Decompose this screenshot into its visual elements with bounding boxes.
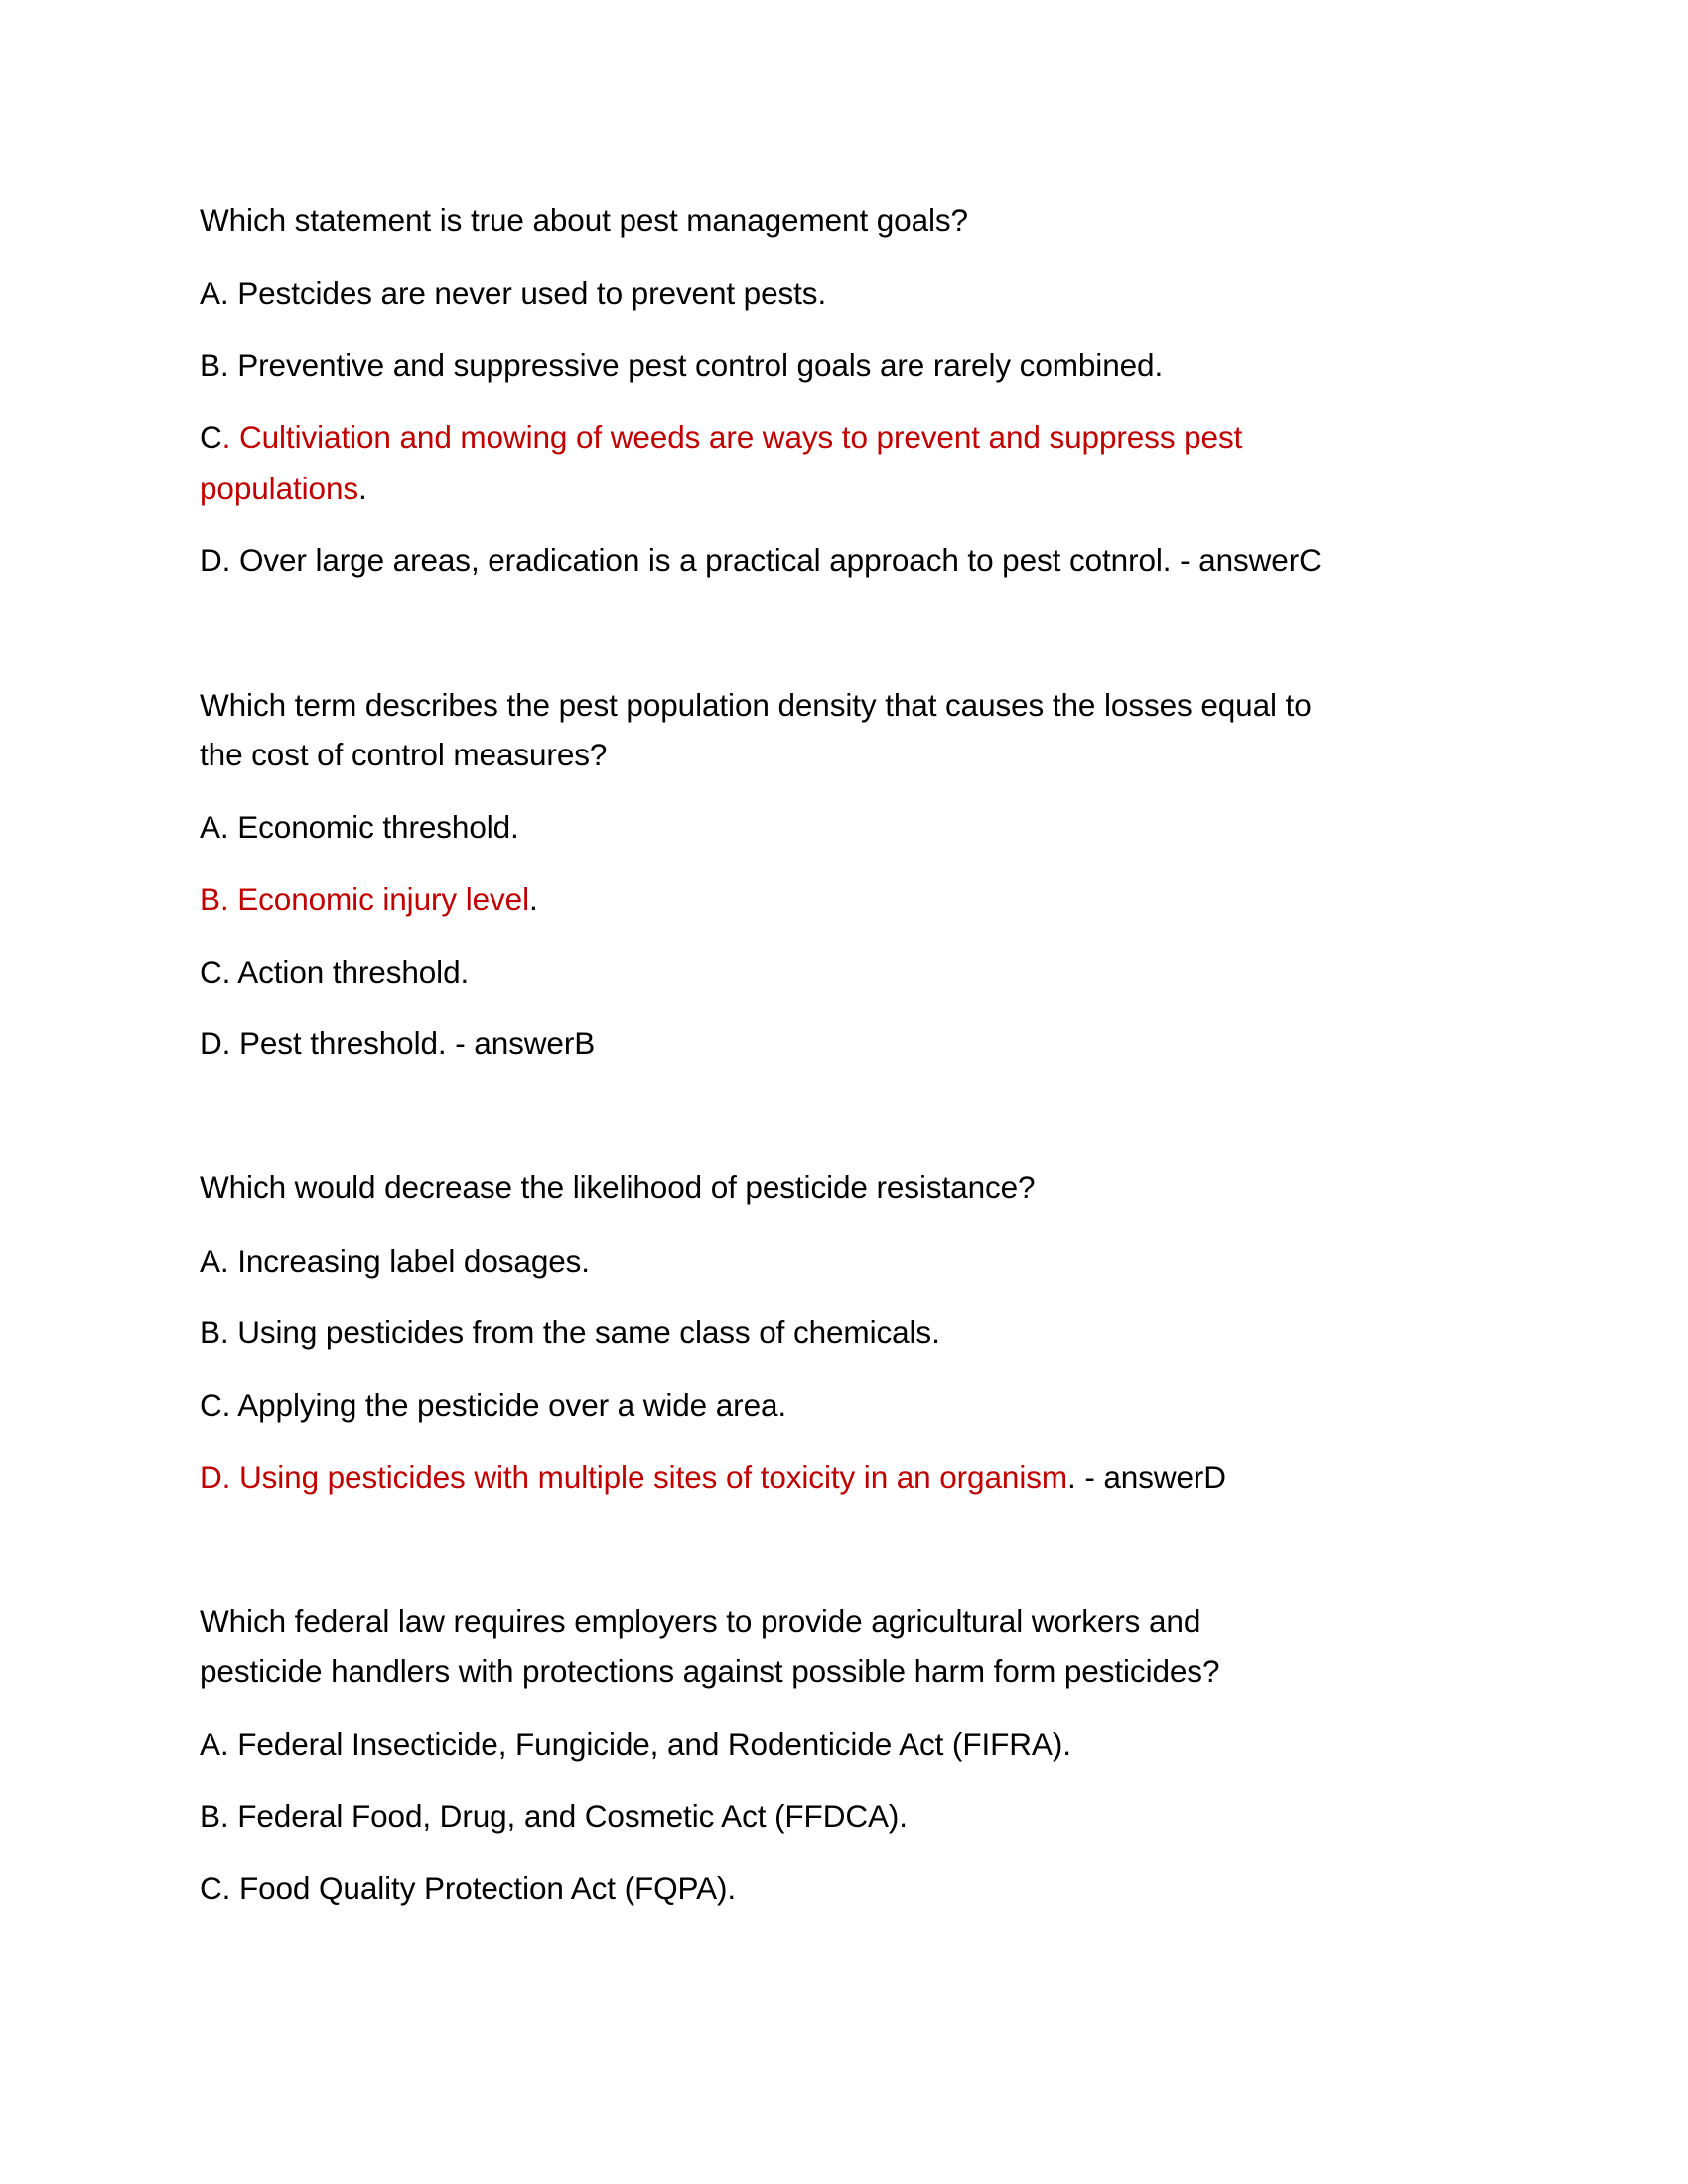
answer-key: - answerB xyxy=(446,1025,596,1061)
option-suffix: . xyxy=(358,471,367,506)
option-prefix: B. xyxy=(200,1314,238,1350)
answer-key: . - answerD xyxy=(1067,1459,1226,1495)
option-prefix: D. xyxy=(200,542,239,578)
option-d xyxy=(200,1024,595,1063)
question-text: Which statement is true about pest management goals? xyxy=(200,203,968,238)
option-text: Federal Food, Drug, and Cosmetic Act (FFDCA). xyxy=(237,1798,908,1834)
option-d-correct xyxy=(200,1457,1226,1497)
option-prefix: A. xyxy=(200,1726,238,1762)
option-text: Action threshold. xyxy=(237,954,470,990)
option-c-correct xyxy=(200,417,1242,457)
answer-key: - answerC xyxy=(1171,542,1322,578)
option-c xyxy=(200,952,469,992)
option-prefix: C xyxy=(200,419,222,455)
option-prefix: A. xyxy=(200,275,238,311)
correct-answer-text: . Cultiviation and mowing of weeds are ways to prevent and suppress pest xyxy=(221,419,1243,455)
option-text: Federal Insecticide, Fungicide, and Rodenticide Act (FIFRA). xyxy=(237,1726,1071,1762)
option-d xyxy=(200,540,1322,580)
option-b xyxy=(200,1312,940,1352)
option-a xyxy=(200,1241,590,1281)
question-text: Which federal law requires employers to provide agricultural workers and xyxy=(200,1603,1201,1639)
option-text: Economic threshold. xyxy=(237,809,519,845)
correct-answer-text: D. Using pesticides with multiple sites of toxicity in an organism xyxy=(200,1459,1068,1495)
question-text-continuation: the cost of control measures? xyxy=(200,737,608,772)
option-c-continuation xyxy=(200,469,367,508)
option-c xyxy=(200,1385,786,1425)
option-prefix: A. xyxy=(200,1243,238,1279)
question-text: Which would decrease the likelihood of pesticide resistance? xyxy=(200,1169,1036,1205)
option-b-correct xyxy=(200,880,538,919)
option-prefix: D. xyxy=(200,1025,239,1061)
option-text: Increasing label dosages. xyxy=(237,1243,590,1279)
correct-answer-text: populations xyxy=(200,471,359,506)
option-prefix: C. xyxy=(200,1387,238,1423)
option-prefix: A. xyxy=(200,809,238,845)
option-prefix: B. xyxy=(200,347,238,383)
option-text: Applying the pesticide over a wide area. xyxy=(237,1387,787,1423)
option-b xyxy=(200,345,1163,385)
option-text: Pest threshold. xyxy=(238,1025,447,1061)
option-prefix: B. xyxy=(200,1798,238,1834)
correct-answer-text: B. Economic injury level xyxy=(200,882,529,917)
option-b xyxy=(200,1796,908,1836)
option-a xyxy=(200,273,826,313)
option-a xyxy=(200,807,519,847)
option-c xyxy=(200,1868,736,1908)
option-text: Over large areas, eradication is a practical approach to pest cotnrol. xyxy=(238,542,1172,578)
option-text: Pestcides are never used to prevent pests. xyxy=(237,275,827,311)
option-a xyxy=(200,1724,1071,1764)
option-text: Preventive and suppressive pest control goals are rarely combined. xyxy=(237,347,1164,383)
question-text: Which term describes the pest population density that causes the losses equal to xyxy=(200,687,1312,723)
option-prefix: C. xyxy=(200,1870,239,1906)
option-suffix: . xyxy=(528,882,538,917)
option-text: Using pesticides from the same class of chemicals. xyxy=(237,1314,940,1350)
option-prefix: C. xyxy=(200,954,238,990)
question-text-continuation: pesticide handlers with protections against possible harm form pesticides? xyxy=(200,1653,1220,1689)
option-text: Food Quality Protection Act (FQPA). xyxy=(238,1870,737,1906)
